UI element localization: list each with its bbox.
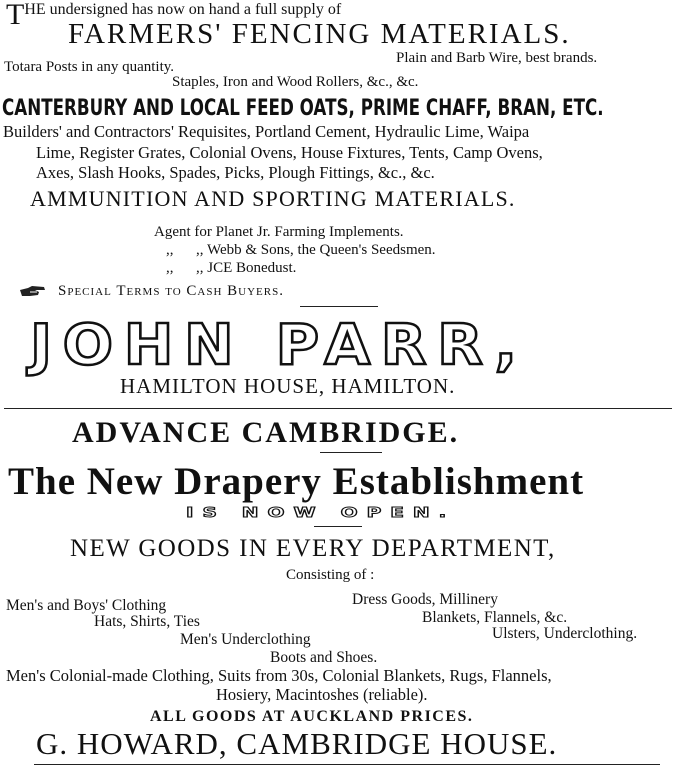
howard-cambridge-house: G. HOWARD, CAMBRIDGE HOUSE. [36, 726, 558, 761]
pointing-hand-icon [18, 284, 48, 300]
webb-sons: Webb & Sons, the Queen's Seedsmen. [206, 242, 436, 258]
consisting-of: Consisting of : [286, 567, 375, 583]
staples-rollers: Staples, Iron and Wood Rollers, &c., &c. [172, 74, 419, 90]
hamilton-house: HAMILTON HOUSE, HAMILTON. [120, 374, 456, 398]
totara-posts: Totara Posts in any quantity. [4, 59, 175, 75]
item-ulsters: Ulsters, Underclothing. [492, 625, 638, 642]
ammunition-headline: AMMUNITION AND SPORTING MATERIALS. [30, 186, 516, 211]
colonial-clothing-line-1: Men's Colonial-made Clothing, Suits from 30s, Colonial Blankets, Rugs, Flannels, [6, 666, 552, 685]
item-dress-goods: Dress Goods, Millinery [352, 591, 498, 608]
agent-line-2 [166, 243, 436, 258]
new-goods-headline: NEW GOODS IN EVERY DEPARTMENT, [70, 535, 556, 562]
special-terms: Special Terms to Cash Buyers. [58, 283, 284, 299]
feed-oats-line: CANTERBURY AND LOCAL FEED OATS, PRIME CHAFF, BRAN, ETC. [2, 96, 604, 121]
item-boots-shoes: Boots and Shoes. [270, 649, 378, 666]
intro-text: HE undersigned has now on hand a full supply of [24, 1, 342, 18]
agent-line-1: Agent for Planet Jr. Farming Implements. [154, 224, 404, 240]
john-parr-name: JOHN PARR, [30, 313, 528, 378]
intro-initial: T [6, 0, 25, 31]
builders-line-1: Builders' and Contractors' Requisites, Portland Cement, Hydraulic Lime, Waipa [3, 122, 530, 141]
builders-line-2: Lime, Register Grates, Colonial Ovens, House Fixtures, Tents, Camp Ovens, [36, 143, 543, 162]
auckland-prices: ALL GOODS AT AUCKLAND PRICES. [150, 708, 474, 725]
ditto-marks: ,, ,, [166, 242, 204, 258]
open-underline [314, 526, 362, 527]
is-now-open: IS NOW OPEN. [186, 504, 456, 521]
agent-line-3 [166, 261, 296, 276]
item-mens-boys-clothing: Men's and Boys' Clothing [6, 597, 167, 614]
new-drapery-establishment: The New Drapery Establishment [8, 460, 585, 503]
fencing-headline: FARMERS' FENCING MATERIALS. [68, 18, 571, 50]
item-mens-underclothing: Men's Underclothing [180, 631, 311, 648]
bonedust: JCE Bonedust. [207, 260, 297, 276]
colonial-clothing-line-2: Hosiery, Macintoshes (reliable). [216, 685, 428, 704]
section-divider [4, 408, 672, 409]
advance-cambridge: ADVANCE CAMBRIDGE. [72, 416, 460, 449]
item-hats-shirts: Hats, Shirts, Ties [94, 613, 200, 630]
builders-line-3: Axes, Slash Hooks, Spades, Picks, Plough Fittings, &c., &c. [36, 163, 435, 182]
bottom-rule [34, 764, 660, 765]
plain-barb-wire: Plain and Barb Wire, best brands. [396, 50, 598, 66]
short-divider [300, 306, 378, 307]
ditto-marks: ,, ,, [166, 260, 204, 276]
headline-underline [320, 452, 382, 453]
item-blankets: Blankets, Flannels, &c. [422, 609, 568, 626]
